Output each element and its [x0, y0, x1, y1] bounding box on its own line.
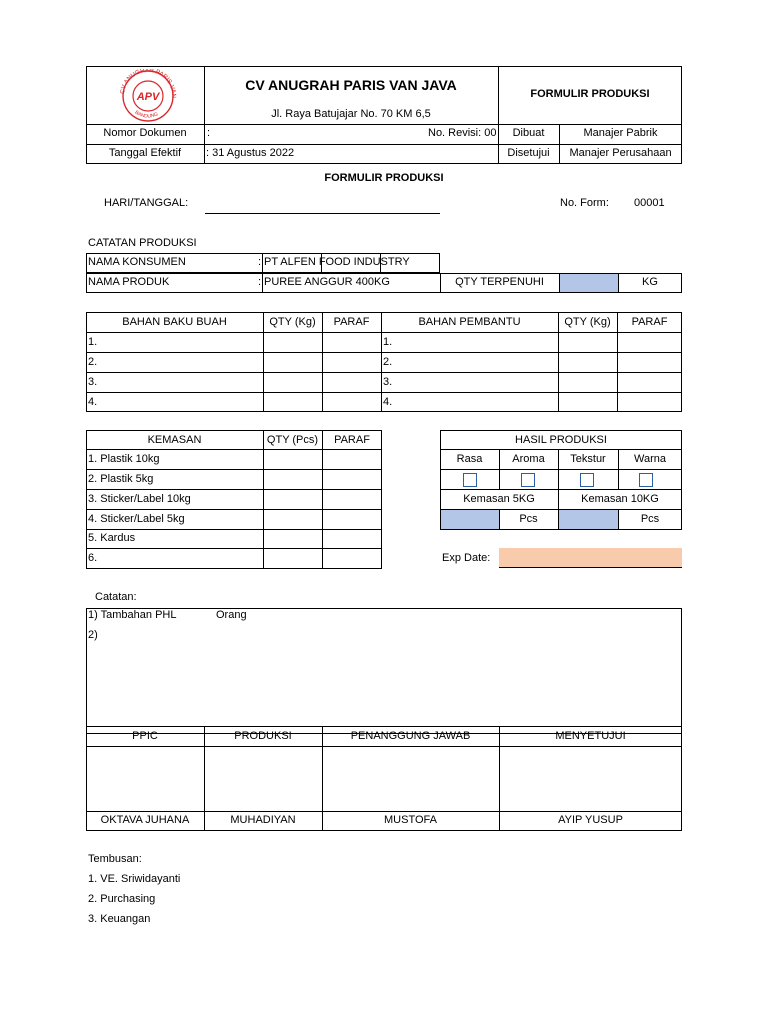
- kemasan-item: 3. Sticker/Label 10kg: [88, 493, 191, 505]
- catatan-line-1-unit: Orang: [216, 609, 247, 621]
- bahan-baku-row: 3.: [88, 376, 98, 388]
- catatan-produksi-title: CATATAN PRODUKSI: [88, 237, 197, 249]
- svg-text:BANDUNG: BANDUNG: [133, 109, 160, 120]
- no-form-label: No. Form:: [560, 197, 609, 209]
- bahan-pembantu-row: 1.: [383, 336, 393, 348]
- bahan-header-pembantu: BAHAN PEMBANTU: [418, 316, 521, 328]
- criteria-warna: Warna: [634, 453, 666, 465]
- bahan-header-paraf-2: PARAF: [631, 316, 668, 328]
- signature-area-menyetujui[interactable]: [500, 747, 681, 811]
- catatan-label: Catatan:: [95, 591, 137, 603]
- bahan-pembantu-row: 4.: [383, 396, 393, 408]
- form-title: FORMULIR PRODUKSI: [324, 172, 444, 184]
- warna-checkbox[interactable]: [639, 473, 653, 487]
- role-menyetujui: MENYETUJUI: [555, 730, 626, 742]
- pcs-label: Pcs: [640, 513, 660, 525]
- tanggal-efektif-value: : 31 Agustus 2022: [206, 147, 295, 159]
- kemasan-5kg-label: Kemasan 5KG: [463, 493, 535, 505]
- aroma-checkbox[interactable]: [521, 473, 535, 487]
- kemasan-item: 1. Plastik 10kg: [88, 453, 160, 465]
- no-form-value: 00001: [634, 197, 665, 209]
- dibuat-value: Manajer Pabrik: [583, 127, 658, 139]
- criteria-tekstur: Tekstur: [570, 453, 606, 465]
- qty-terpenuhi-input[interactable]: [560, 274, 618, 292]
- produk-label: NAMA PRODUK: [88, 276, 170, 288]
- catatan-line-1: 1) Tambahan PHL: [88, 609, 177, 621]
- qty-terpenuhi-label: QTY TERPENUHI: [455, 276, 544, 288]
- nomor-dokumen-label: Nomor Dokumen: [103, 127, 187, 139]
- qty-unit: KG: [642, 276, 658, 288]
- tekstur-checkbox[interactable]: [580, 473, 594, 487]
- exp-date-underline: [499, 567, 682, 568]
- signer-name: MUHADIYAN: [230, 814, 296, 826]
- role-produksi: PRODUKSI: [234, 730, 292, 742]
- signature-area-penanggung-jawab[interactable]: [323, 747, 499, 811]
- disetujui-value: Manajer Perusahaan: [569, 147, 672, 159]
- svg-text:CV ANUGRAH PARIS VAN JAVA: CV ANUGRAH PARIS VAN: [119, 69, 178, 99]
- exp-date-label: Exp Date:: [442, 552, 491, 564]
- kemasan-item: 2. Plastik 5kg: [88, 473, 154, 485]
- bahan-header-paraf: PARAF: [333, 316, 370, 328]
- bahan-pembantu-row: 3.: [383, 376, 393, 388]
- hasil-title: HASIL PRODUKSI: [515, 434, 607, 446]
- hari-tanggal-field[interactable]: [205, 213, 440, 214]
- nomor-dokumen-value: :: [207, 127, 211, 139]
- signer-name: OKTAVA JUHANA: [100, 814, 190, 826]
- signer-name: MUSTOFA: [384, 814, 437, 826]
- tembusan-item: 3. Keuangan: [88, 913, 151, 925]
- signature-area-ppic[interactable]: [87, 747, 204, 811]
- tembusan-label: Tembusan:: [88, 853, 142, 865]
- konsumen-label: NAMA KONSUMEN: [88, 256, 186, 268]
- produk-colon: :: [258, 276, 262, 288]
- header-form-title: FORMULIR PRODUKSI: [530, 88, 650, 100]
- bahan-baku-row: 1.: [88, 336, 98, 348]
- pcs-label: Pcs: [519, 513, 538, 525]
- bahan-header-qty: QTY (Kg): [269, 316, 316, 328]
- tembusan-item: 1. VE. Sriwidayanti: [88, 873, 181, 885]
- role-penanggung-jawab: PENANGGUNG JAWAB: [350, 730, 471, 742]
- company-logo: [112, 69, 184, 123]
- criteria-rasa: Rasa: [456, 453, 483, 465]
- kemasan-item: 4. Sticker/Label 5kg: [88, 513, 185, 525]
- role-ppic: PPIC: [132, 730, 158, 742]
- konsumen-value: PT ALFEN FOOD INDUSTRY: [264, 256, 410, 268]
- disetujui-label: Disetujui: [507, 147, 550, 159]
- kemasan-item: 6.: [88, 552, 98, 564]
- kemasan-item: 5. Kardus: [88, 532, 136, 544]
- company-name: CV ANUGRAH PARIS VAN JAVA: [245, 77, 457, 93]
- signature-area-produksi[interactable]: [205, 747, 322, 811]
- kemasan-header: KEMASAN: [147, 434, 202, 446]
- kemasan-header-paraf: PARAF: [334, 434, 370, 446]
- catatan-box[interactable]: [86, 608, 682, 734]
- no-revisi: No. Revisi: 00: [428, 127, 497, 139]
- konsumen-colon: :: [258, 256, 262, 268]
- exp-date-input[interactable]: [499, 548, 682, 567]
- bahan-header-qty-2: QTY (Kg): [564, 316, 611, 328]
- criteria-aroma: Aroma: [512, 453, 545, 465]
- bahan-baku-row: 2.: [88, 356, 98, 368]
- rasa-checkbox[interactable]: [463, 473, 477, 487]
- bahan-pembantu-row: 2.: [383, 356, 393, 368]
- dibuat-label: Dibuat: [512, 127, 545, 139]
- svg-text:APV: APV: [136, 91, 160, 103]
- bahan-baku-row: 4.: [88, 396, 98, 408]
- kemasan-header-qty: QTY (Pcs): [266, 434, 319, 446]
- signer-name: AYIP YUSUP: [558, 814, 623, 826]
- catatan-line-2: 2): [88, 629, 98, 641]
- kemasan-10kg-label: Kemasan 10KG: [581, 493, 659, 505]
- bahan-header-baku: BAHAN BAKU BUAH: [122, 316, 227, 328]
- produk-value: PUREE ANGGUR 400KG: [264, 276, 390, 288]
- tanggal-efektif-label: Tanggal Efektif: [108, 147, 182, 159]
- company-address: Jl. Raya Batujajar No. 70 KM 6,5: [271, 108, 431, 120]
- hari-tanggal-label: HARI/TANGGAL:: [104, 197, 189, 209]
- tembusan-item: 2. Purchasing: [88, 893, 156, 905]
